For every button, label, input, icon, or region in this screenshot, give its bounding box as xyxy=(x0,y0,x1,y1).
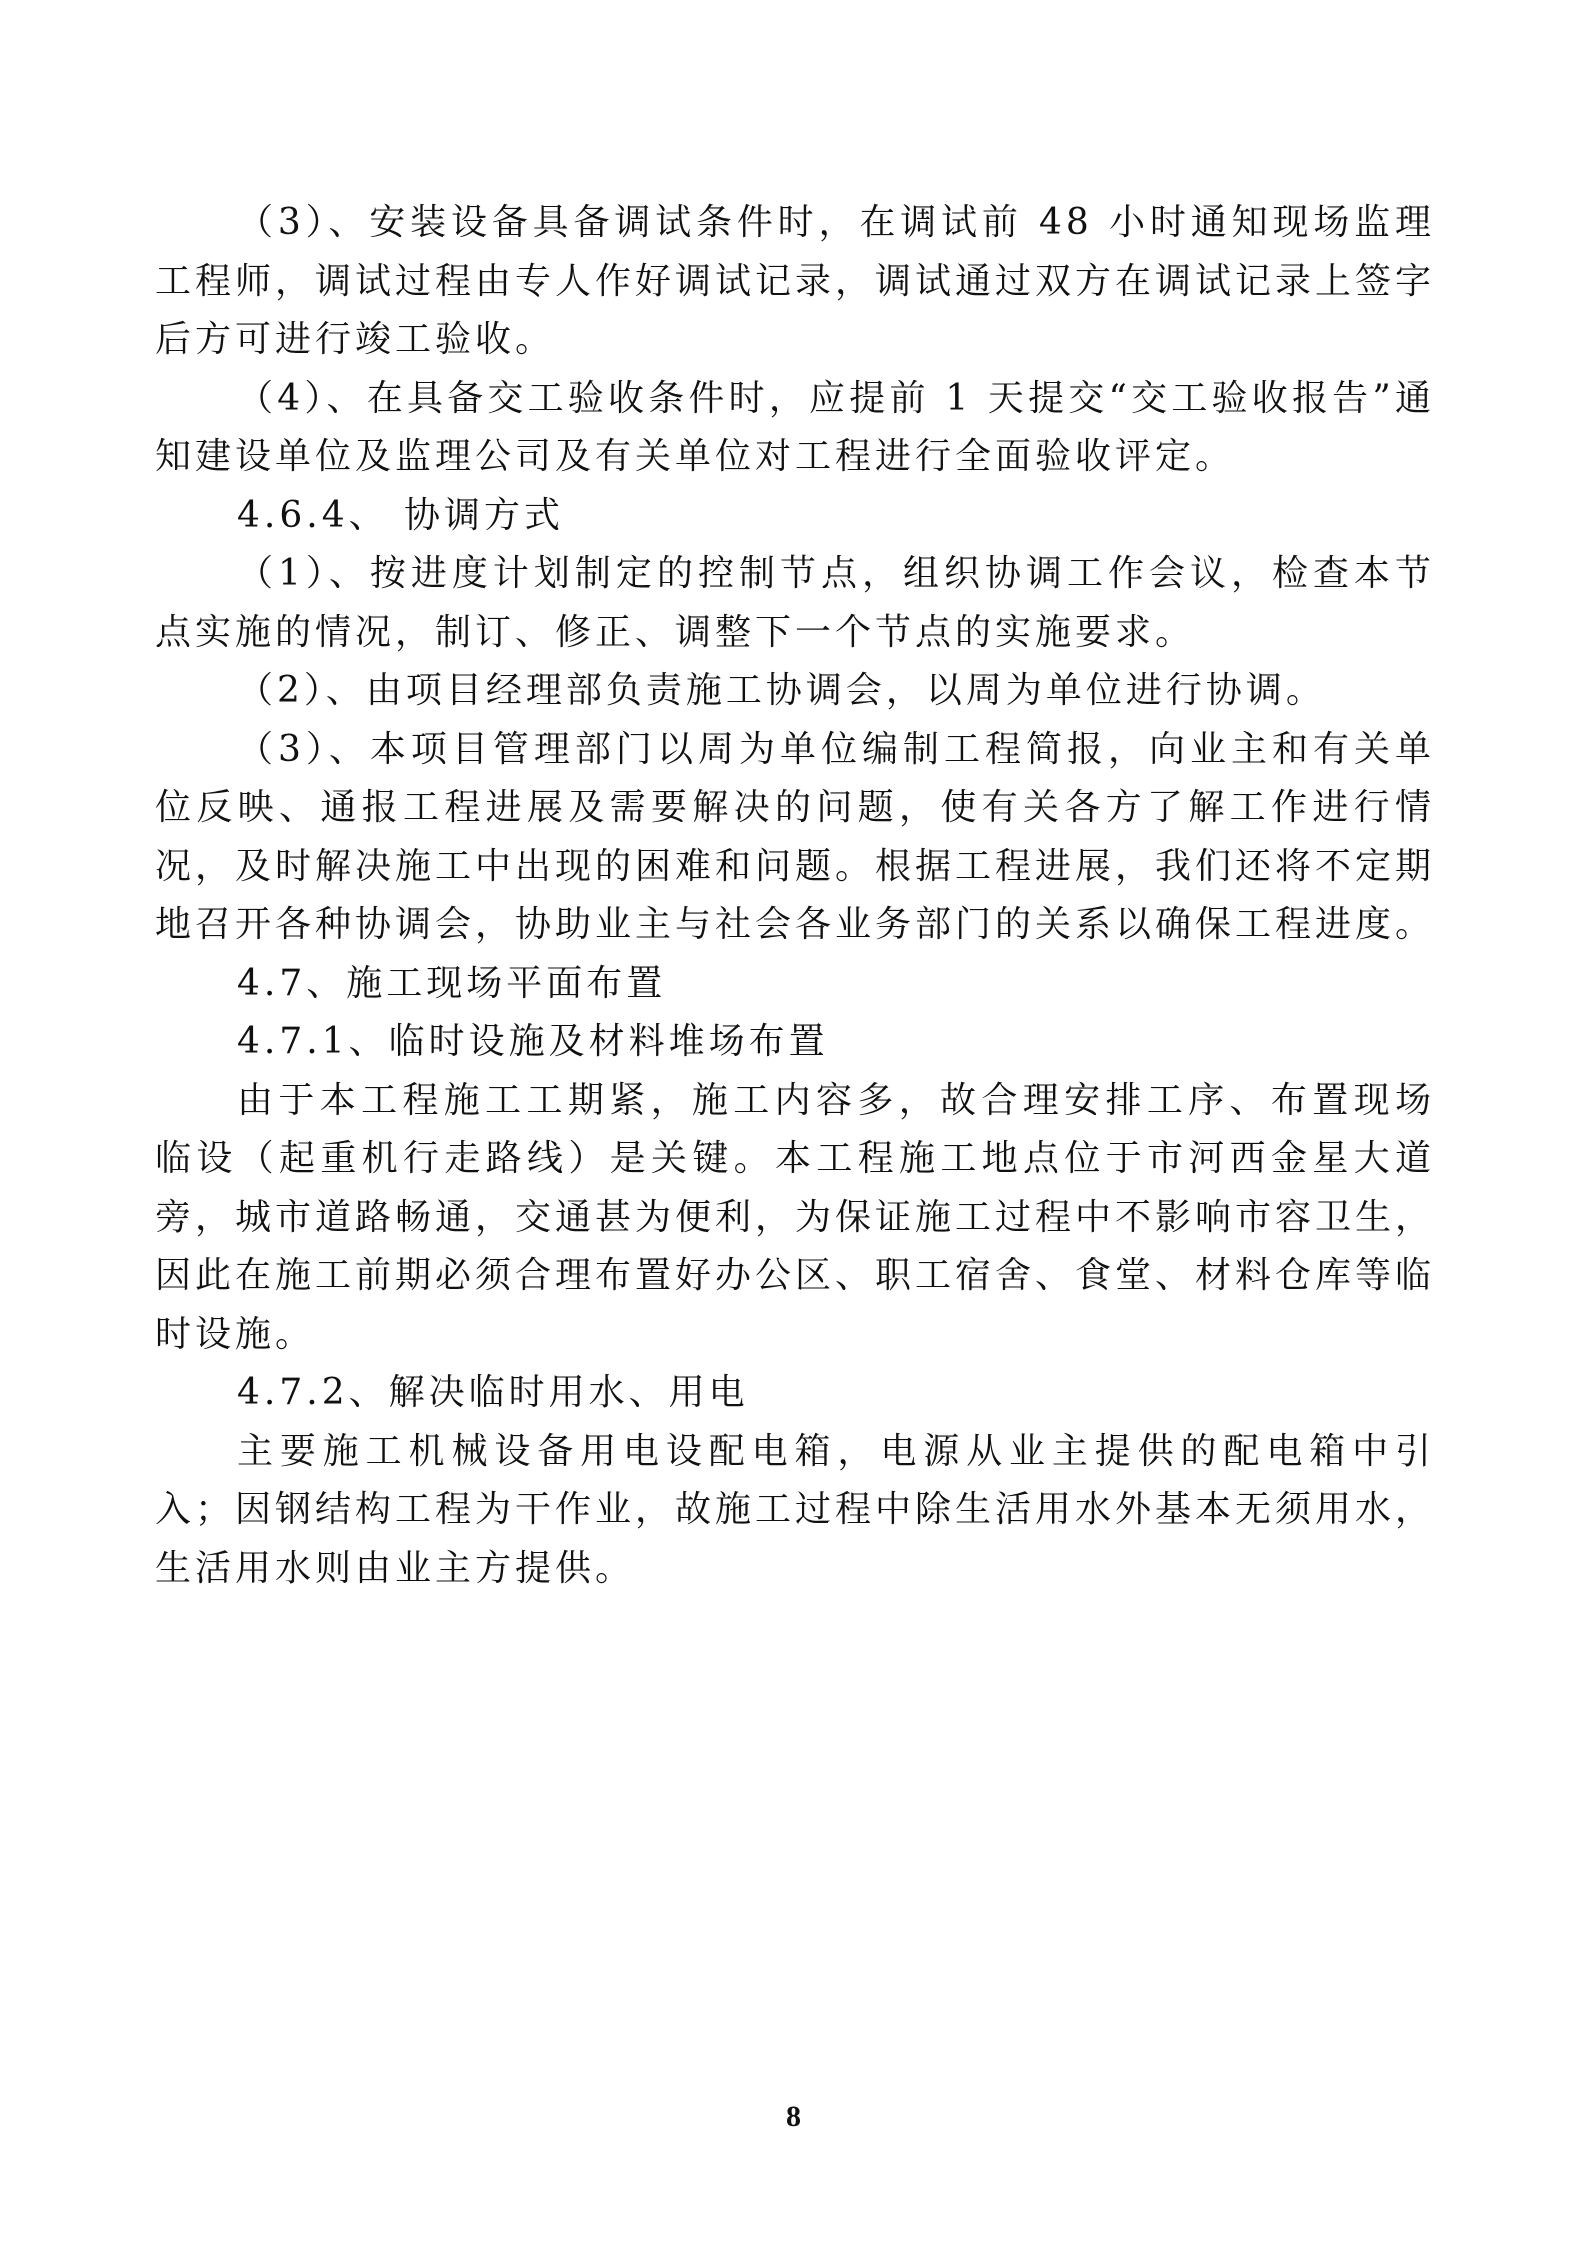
section-heading-4-7-2: 4.7.2、解决临时用水、用电 xyxy=(237,1372,749,1413)
paragraph-coordination-meeting: （1）、按进度计划制定的控制节点，组织协调工作会议，检查本节点实施的情况，制订、修正、调整下一个节点的实施要求。 xyxy=(155,553,1435,653)
document-body xyxy=(155,194,1435,1598)
page-number: 8 xyxy=(786,2100,801,2133)
paragraph-weekly-coordination: （2）、由项目经理部负责施工协调会，以周为单位进行协调。 xyxy=(237,670,1326,711)
paragraph-temporary-facilities: 由于本工程施工工期紧，施工内容多，故合理安排工序、布置现场临设（起重机行走路线）是关键。本工程施工地点位于市河西金星大道旁，城市道路畅通，交通甚为便利，为保证施工过程中不影响市容卫生，因此在施工前期必须合理布置好办公区、职工宿舍、食堂、材料仓库等临时设施。 xyxy=(155,1079,1436,1355)
section-heading-4-7: 4.7、施工现场平面布置 xyxy=(237,962,667,1004)
paragraph-project-briefing: （3）、本项目管理部门以周为单位编制工程简报，向业主和有关单位反映、通报工程进展及需要解决的问题，使有关各方了解工作进行情况，及时解决施工中出现的困难和问题。根据工程进展，我们还将不定期地召开各种协调会，协助业主与社会各业务部门的关系以确保工程进度。 xyxy=(155,728,1436,945)
paragraph-acceptance-report: （4）、在具备交工验收条件时，应提前 1 天提交“交工验收报告”通知建设单位及监理公司及有关单位对工程进行全面验收评定。 xyxy=(155,377,1435,477)
section-heading-4-6-4: 4.6.4、 协调方式 xyxy=(237,494,565,536)
section-heading-4-7-1: 4.7.1、临时设施及材料堆场布置 xyxy=(237,1021,829,1062)
paragraph-debugging-notice: （3）、安装设备具备调试条件时，在调试前 48 小时通知现场监理工程师，调试过程由专人作好调试记录，调试通过双方在调试记录上签字后方可进行竣工验收。 xyxy=(155,202,1436,360)
paragraph-water-electricity: 主要施工机械设备用电设配电箱，电源从业主提供的配电箱中引入；因钢结构工程为干作业，故施工过程中除生活用水外基本无须用水，生活用水则由业主方提供。 xyxy=(155,1430,1436,1589)
